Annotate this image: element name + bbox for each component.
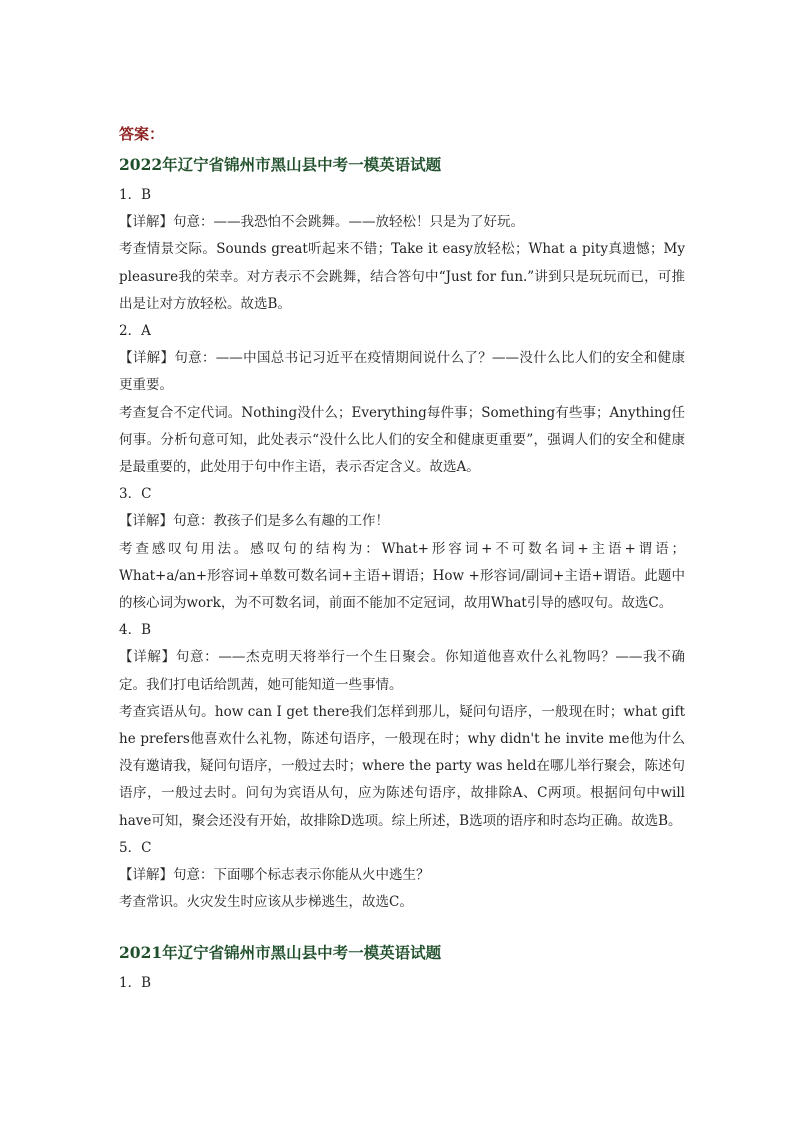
question-number: 1．B <box>119 975 152 992</box>
question-number: 4．B <box>119 622 152 639</box>
section-title-2022: 2022年辽宁省锦州市黑山县中考一模英语试题 <box>119 155 442 174</box>
question-analysis: 考查宾语从句。how can I get there我们怎样到那儿，疑问句语序，一般现在时；what gift he prefers他喜欢什么礼物，陈述句语序，一般现在时；why didn't he invite me他为什么没有邀请我，疑问句语序，一般过去时；where the party was held在哪儿举行聚会，陈述句语序，一般过去时。问句为宾语从句，应为陈述句语序，故排除A、C两项。根据问句中will have可知，聚会还没有开始，故排除D选项。综上所述，B选项的语序和时态均正确。故选B。 <box>119 703 685 829</box>
question-number: 2．A <box>119 323 151 340</box>
question-analysis: 考查复合不定代词。Nothing没什么；Everything每件事；Something有些事；Anything任何事。分析句意可知，此处表示“没什么比人们的安全和健康更重要”，强调人们的安全和健康是最重要的，此处用于句中作主语，表示否定含义。故选A。 <box>119 404 685 476</box>
question-detail: 【详解】句意：下面哪个标志表示你能从火中逃生？ <box>119 867 430 884</box>
question-detail: 【详解】句意：——中国总书记习近平在疫情期间说什么了？——没什么比人们的安全和健康更重要。 <box>119 350 685 394</box>
question-detail: 【详解】句意：——我恐怕不会跳舞。——放轻松！只是为了好玩。 <box>119 214 524 231</box>
question-analysis: 考查感叹句用法。感叹句的结构为：What+形容词+不可数名词+主语+谓语；What+a/an+形容词+单数可数名词+主语+谓语；How +形容词/副词+主语+谓语。此题中的核心词为work，为不可数名词，前面不能加不定冠词，故用What引导的感叹句。故选C。 <box>119 540 685 612</box>
question-number: 3．C <box>119 486 152 503</box>
question-number: 5．C <box>119 839 152 856</box>
question-analysis: 考查情景交际。Sounds great听起来不错；Take it easy放轻松；What a pity真遗憾；My pleasure我的荣幸。对方表示不会跳舞，结合答句中“Just for fun.”讲到只是玩玩而已，可推出是让对方放轻松。故选B。 <box>119 241 685 312</box>
question-analysis: 考查常识。火灾发生时应该从步梯逃生，故选C。 <box>119 894 413 911</box>
answer-heading: 答案： <box>119 125 165 143</box>
question-detail: 【详解】句意：教孩子们是多么有趣的工作！ <box>119 513 389 530</box>
question-number: 1．B <box>119 187 152 203</box>
answer-content <box>119 120 685 998</box>
question-detail: 【详解】句意：——杰克明天将举行一个生日聚会。你知道他喜欢什么礼物吗？——我不确定。我们打电话给凯茜，她可能知道一些事情。 <box>119 649 685 693</box>
section-title-2021: 2021年辽宁省锦州市黑山县中考一模英语试题 <box>119 943 442 963</box>
